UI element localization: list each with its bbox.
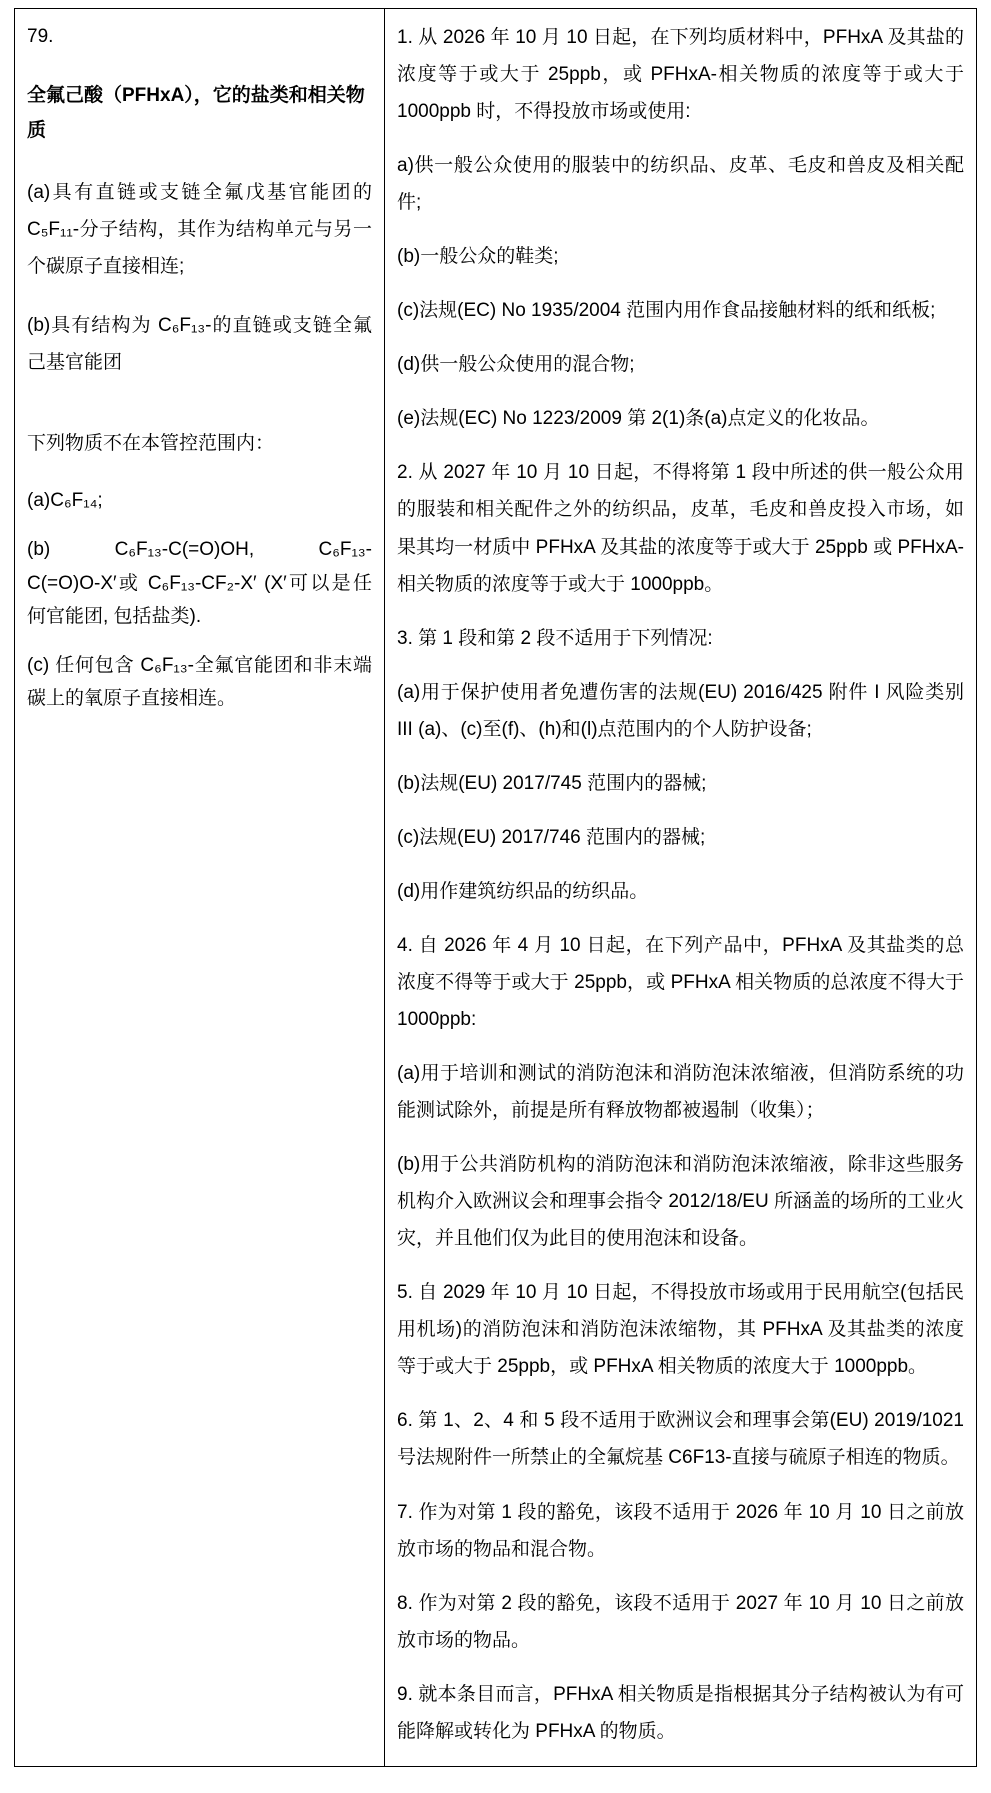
definition-item-a: (a)具有直链或支链全氟戊基官能团的 C₅F₁₁-分子结构，其作为结构单元与另一个碳原子直接相连;	[27, 181, 372, 277]
condition-paragraph-5: 5. 自 2029 年 10 月 10 日起，不得投放市场或用于民用航空(包括民用机场)的消防泡沫和消防泡沫浓缩物，其 PFHxA 及其盐类的浓度等于或大于 25ppb，或 PFHxA 相关物质的浓度大于 1000ppb。	[397, 1282, 964, 1378]
exclusion-item-a: (a)C₆F₁₄;	[27, 490, 103, 512]
entry-left-cell	[15, 9, 385, 1767]
entry-title: 全氟己酸（PFHxA），它的盐类和相关物质	[27, 84, 365, 141]
condition-paragraph-2: 2. 从 2027 年 10 月 10 日起，不得将第 1 段中所述的供一般公众用的服装和相关配件之外的纺织品，皮革，毛皮和兽皮投入市场，如果其均一材质中 PFHxA 及其盐的浓度等于或大于 25ppb 或 PFHxA-相关物质的浓度等于或大于 1000ppb。	[397, 462, 964, 595]
condition-paragraph-3b: (b)法规(EU) 2017/745 范围内的器械;	[397, 772, 707, 794]
entry-number: 79.	[27, 26, 54, 47]
exclusion-item-c: (c) 任何包含 C₆F₁₃-全氟官能团和非末端碳上的氧原子直接相连。	[27, 655, 372, 710]
condition-paragraph-6: 6. 第 1、2、4 和 5 段不适用于欧洲议会和理事会第(EU) 2019/1021 号法规附件一所禁止的全氟烷基 C6F13-直接与硫原子相连的物质。	[397, 1410, 964, 1469]
condition-paragraph-8: 8. 作为对第 2 段的豁免，该段不适用于 2027 年 10 月 10 日之前放放市场的物品。	[397, 1592, 964, 1651]
condition-paragraph-1b: (b)一般公众的鞋类;	[397, 246, 559, 268]
exclusion-item-b: (b) C₆F₁₃-C(=O)OH, C₆F₁₃-C(=O)O-X′或 C₆F₁₃-CF₂-X′ (X′可以是任何官能团, 包括盐类).	[27, 539, 372, 627]
condition-paragraph-3d: (d)用作建筑纺织品的纺织品。	[397, 880, 649, 902]
entry-right-cell	[385, 9, 977, 1767]
condition-paragraph-1: 1. 从 2026 年 10 月 10 日起，在下列均质材料中，PFHxA 及其盐的浓度等于或大于 25ppb，或 PFHxA-相关物质的浓度等于或大于 1000ppb 时，不得投放市场或使用:	[397, 27, 964, 123]
condition-paragraph-1d: (d)供一般公众使用的混合物;	[397, 354, 635, 376]
condition-paragraph-7: 7. 作为对第 1 段的豁免，该段不适用于 2026 年 10 月 10 日之前放放市场的物品和混合物。	[397, 1501, 964, 1560]
condition-paragraph-3: 3. 第 1 段和第 2 段不适用于下列情况:	[397, 627, 713, 649]
condition-paragraph-1a: a)供一般公众使用的服装中的纺织品、皮革、毛皮和兽皮及相关配件;	[397, 155, 964, 214]
condition-paragraph-3c: (c)法规(EU) 2017/746 范围内的器械;	[397, 826, 706, 848]
table-row	[15, 9, 977, 1767]
condition-paragraph-1e: (e)法规(EC) No 1223/2009 第 2(1)条(a)点定义的化妆品。	[397, 408, 880, 430]
condition-paragraph-4: 4. 自 2026 年 4 月 10 日起，在下列产品中，PFHxA 及其盐类的总浓度不得等于或大于 25ppb，或 PFHxA 相关物质的总浓度不得大于 1000ppb:	[397, 934, 964, 1030]
condition-paragraph-1c: (c)法规(EC) No 1935/2004 范围内用作食品接触材料的纸和纸板;	[397, 300, 936, 322]
condition-paragraph-4a: (a)用于培训和测试的消防泡沫和消防泡沫浓缩液，但消防系统的功能测试除外，前提是所有释放物都被遏制（收集）；	[397, 1063, 964, 1122]
condition-paragraph-9: 9. 就本条目而言，PFHxA 相关物质是指根据其分子结构被认为有可能降解或转化为 PFHxA 的物质。	[397, 1683, 964, 1742]
regulation-table	[14, 8, 977, 1767]
exclusion-heading: 下列物质不在本管控范围内：	[27, 433, 275, 455]
condition-paragraph-3a: (a)用于保护使用者免遭伤害的法规(EU) 2016/425 附件 I 风险类别 III (a)、(c)至(f)、(h)和(l)点范围内的个人防护设备;	[397, 681, 964, 740]
condition-paragraph-4b: (b)用于公共消防机构的消防泡沫和消防泡沫浓缩液，除非这些服务机构介入欧洲议会和理事会指令 2012/18/EU 所涵盖的场所的工业火灾，并且他们仅为此目的使用泡沫和设备。	[397, 1154, 964, 1250]
definition-item-b: (b)具有结构为 C₆F₁₃-的直链或支链全氟己基官能团	[27, 314, 372, 373]
